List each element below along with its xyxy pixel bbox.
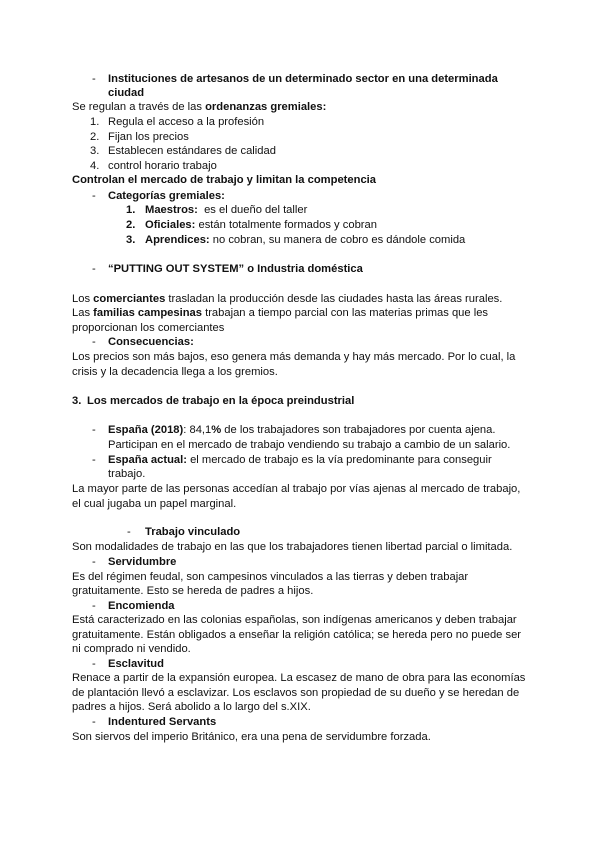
- bold-text: Controlan el mercado de trabajo y limitan la competencia: [72, 174, 377, 186]
- text: ni comprado ni vendido.: [72, 643, 191, 655]
- text-line: [108, 335, 194, 349]
- text-line: [72, 482, 520, 496]
- bullet-marker: -: [92, 336, 96, 348]
- text-line: [72, 686, 519, 700]
- text-line: [72, 642, 191, 656]
- bold-text: Encomienda: [108, 600, 175, 612]
- text: Participan en el mercado de trabajo vendiendo su trabajo a cambio de un salario.: [108, 439, 511, 451]
- text: el mercado de trabajo es la vía predominante para conseguir: [186, 454, 492, 466]
- text-line: [108, 159, 217, 173]
- text: están totalmente formados y cobran: [195, 219, 377, 231]
- text-line: [72, 321, 224, 335]
- text-line: [72, 173, 376, 187]
- text-line: [72, 100, 326, 114]
- text: Las: [72, 307, 94, 319]
- text-line: [108, 72, 498, 86]
- text: Fijan los precios: [108, 131, 189, 143]
- text-line: [108, 453, 492, 467]
- list-number: 1.: [90, 116, 100, 128]
- bullet-marker: -: [127, 526, 131, 538]
- text-line: [108, 262, 363, 276]
- list-number: 3.: [90, 145, 100, 157]
- list-number: 3.: [126, 234, 136, 246]
- list-number: 1.: [126, 204, 136, 216]
- text: Son modalidades de trabajo en las que los trabajadores tienen libertad parcial o limitada.: [72, 541, 513, 553]
- list-number: 3.: [72, 395, 82, 407]
- text: trabajan a tiempo parcial con las materias primas que les: [201, 307, 489, 319]
- text: de plantación llevó a esclavizar. Los esclavos son propiedad de su dueño y se heredan de: [72, 687, 520, 699]
- text-line: [108, 657, 164, 671]
- bullet-marker: -: [92, 424, 96, 436]
- text: Los precios son más bajos, eso genera más demanda y hay más mercado. Por lo cual, la: [72, 351, 516, 363]
- bold-text: familias campesinas: [93, 307, 202, 319]
- bullet-marker: -: [92, 716, 96, 728]
- text: trasladan la producción desde las ciudades hasta las áreas rurales.: [165, 293, 503, 305]
- text-line: [72, 292, 502, 306]
- text-line: [108, 423, 495, 437]
- text-line: [108, 130, 189, 144]
- text-line: [145, 203, 307, 217]
- text: el cual jugaba un papel marginal.: [72, 498, 237, 510]
- text: de los trabajadores son trabajadores por cuenta ajena.: [221, 424, 496, 436]
- text: Regula el acceso a la profesión: [108, 116, 265, 128]
- bold-text: Consecuencias:: [108, 336, 194, 348]
- bold-text: Trabajo vinculado: [145, 526, 241, 538]
- text-line: [108, 189, 225, 203]
- text-line: [145, 233, 465, 247]
- bold-text: Categorías gremiales:: [108, 190, 225, 202]
- text-line: [108, 715, 216, 729]
- text: crisis y la decadencia llega a los gremios.: [72, 366, 278, 378]
- bold-text: ordenanzas gremiales:: [205, 101, 327, 113]
- bullet-marker: -: [92, 600, 96, 612]
- text-line: [72, 540, 512, 554]
- list-number: 2.: [90, 131, 100, 143]
- text-line: [108, 144, 276, 158]
- text-line: [72, 671, 525, 685]
- text-line: [108, 555, 176, 569]
- text-line: [72, 628, 521, 642]
- text-line: [108, 467, 145, 481]
- text: proporcionan los comerciantes: [72, 322, 225, 334]
- bold-text: Instituciones de artesanos de un determinado sector en una determinada: [108, 73, 498, 85]
- text: Es del régimen feudal, son campesinos vinculados a las tierras y deben trabajar: [72, 571, 469, 583]
- text: Renace a partir de la expansión europea. La escasez de mano de obra para las economías: [72, 672, 526, 684]
- text-line: [108, 115, 264, 129]
- text: Son siervos del imperio Británico, era una pena de servidumbre forzada.: [72, 731, 431, 743]
- text-line: [72, 730, 431, 744]
- bullet-marker: -: [92, 263, 96, 275]
- bullet-marker: -: [92, 190, 96, 202]
- text: control horario trabajo: [108, 160, 217, 172]
- text-line: [145, 218, 377, 232]
- text-line: [72, 497, 236, 511]
- bullet-marker: -: [92, 73, 96, 85]
- text-line: [72, 570, 468, 584]
- bold-text: España actual:: [108, 454, 187, 466]
- text: padres a hijos. Será abolido a lo largo del s.XIX.: [72, 701, 311, 713]
- text-line: [72, 350, 515, 364]
- bold-text: comerciantes: [93, 293, 166, 305]
- text: La mayor parte de las personas accedían al trabajo por vías ajenas al mercado de trabajo,: [72, 483, 521, 495]
- bold-text: Maestros:: [145, 204, 198, 216]
- text: : 84,1: [183, 424, 212, 436]
- text-line: [72, 365, 278, 379]
- bullet-marker: -: [92, 658, 96, 670]
- bold-text: %: [211, 424, 222, 436]
- text-line: [72, 613, 517, 627]
- text-line: [108, 86, 144, 100]
- text-line: [87, 394, 354, 408]
- bold-text: España (2018): [108, 424, 184, 436]
- text: Establecen estándares de calidad: [108, 145, 276, 157]
- bold-text: Servidumbre: [108, 556, 177, 568]
- list-number: 2.: [126, 219, 136, 231]
- bold-text: ciudad: [108, 87, 145, 99]
- text-line: [108, 438, 510, 452]
- bold-text: Esclavitud: [108, 658, 164, 670]
- text-line: [72, 306, 488, 320]
- text: Se regulan a través de las: [72, 101, 206, 113]
- text-line: [145, 525, 240, 539]
- text: gratuitamente. Esto se hereda de padres a hijos.: [72, 585, 314, 597]
- bold-text: Aprendices:: [145, 234, 210, 246]
- text-line: [72, 700, 311, 714]
- bold-text: Oficiales:: [145, 219, 196, 231]
- text: no cobran, su manera de cobro es dándole comida: [209, 234, 466, 246]
- text-line: [72, 584, 313, 598]
- bold-text: Los mercados de trabajo en la época preindustrial: [87, 395, 355, 407]
- bullet-marker: -: [92, 454, 96, 466]
- text: Los: [72, 293, 94, 305]
- list-number: 4.: [90, 160, 100, 172]
- bold-text: “PUTTING OUT SYSTEM” o Industria doméstica: [108, 263, 363, 275]
- text: Está caracterizado en las colonias españolas, son indígenas americanos y deben trabajar: [72, 614, 517, 626]
- text: trabajo.: [108, 468, 146, 480]
- bullet-marker: -: [92, 556, 96, 568]
- text: es el dueño del taller: [197, 204, 308, 216]
- bold-text: Indentured Servants: [108, 716, 217, 728]
- text-line: [108, 599, 175, 613]
- text: gratuitamente. Están obligados a enseñar la religión católica; se hereda pero no puede ser: [72, 629, 522, 641]
